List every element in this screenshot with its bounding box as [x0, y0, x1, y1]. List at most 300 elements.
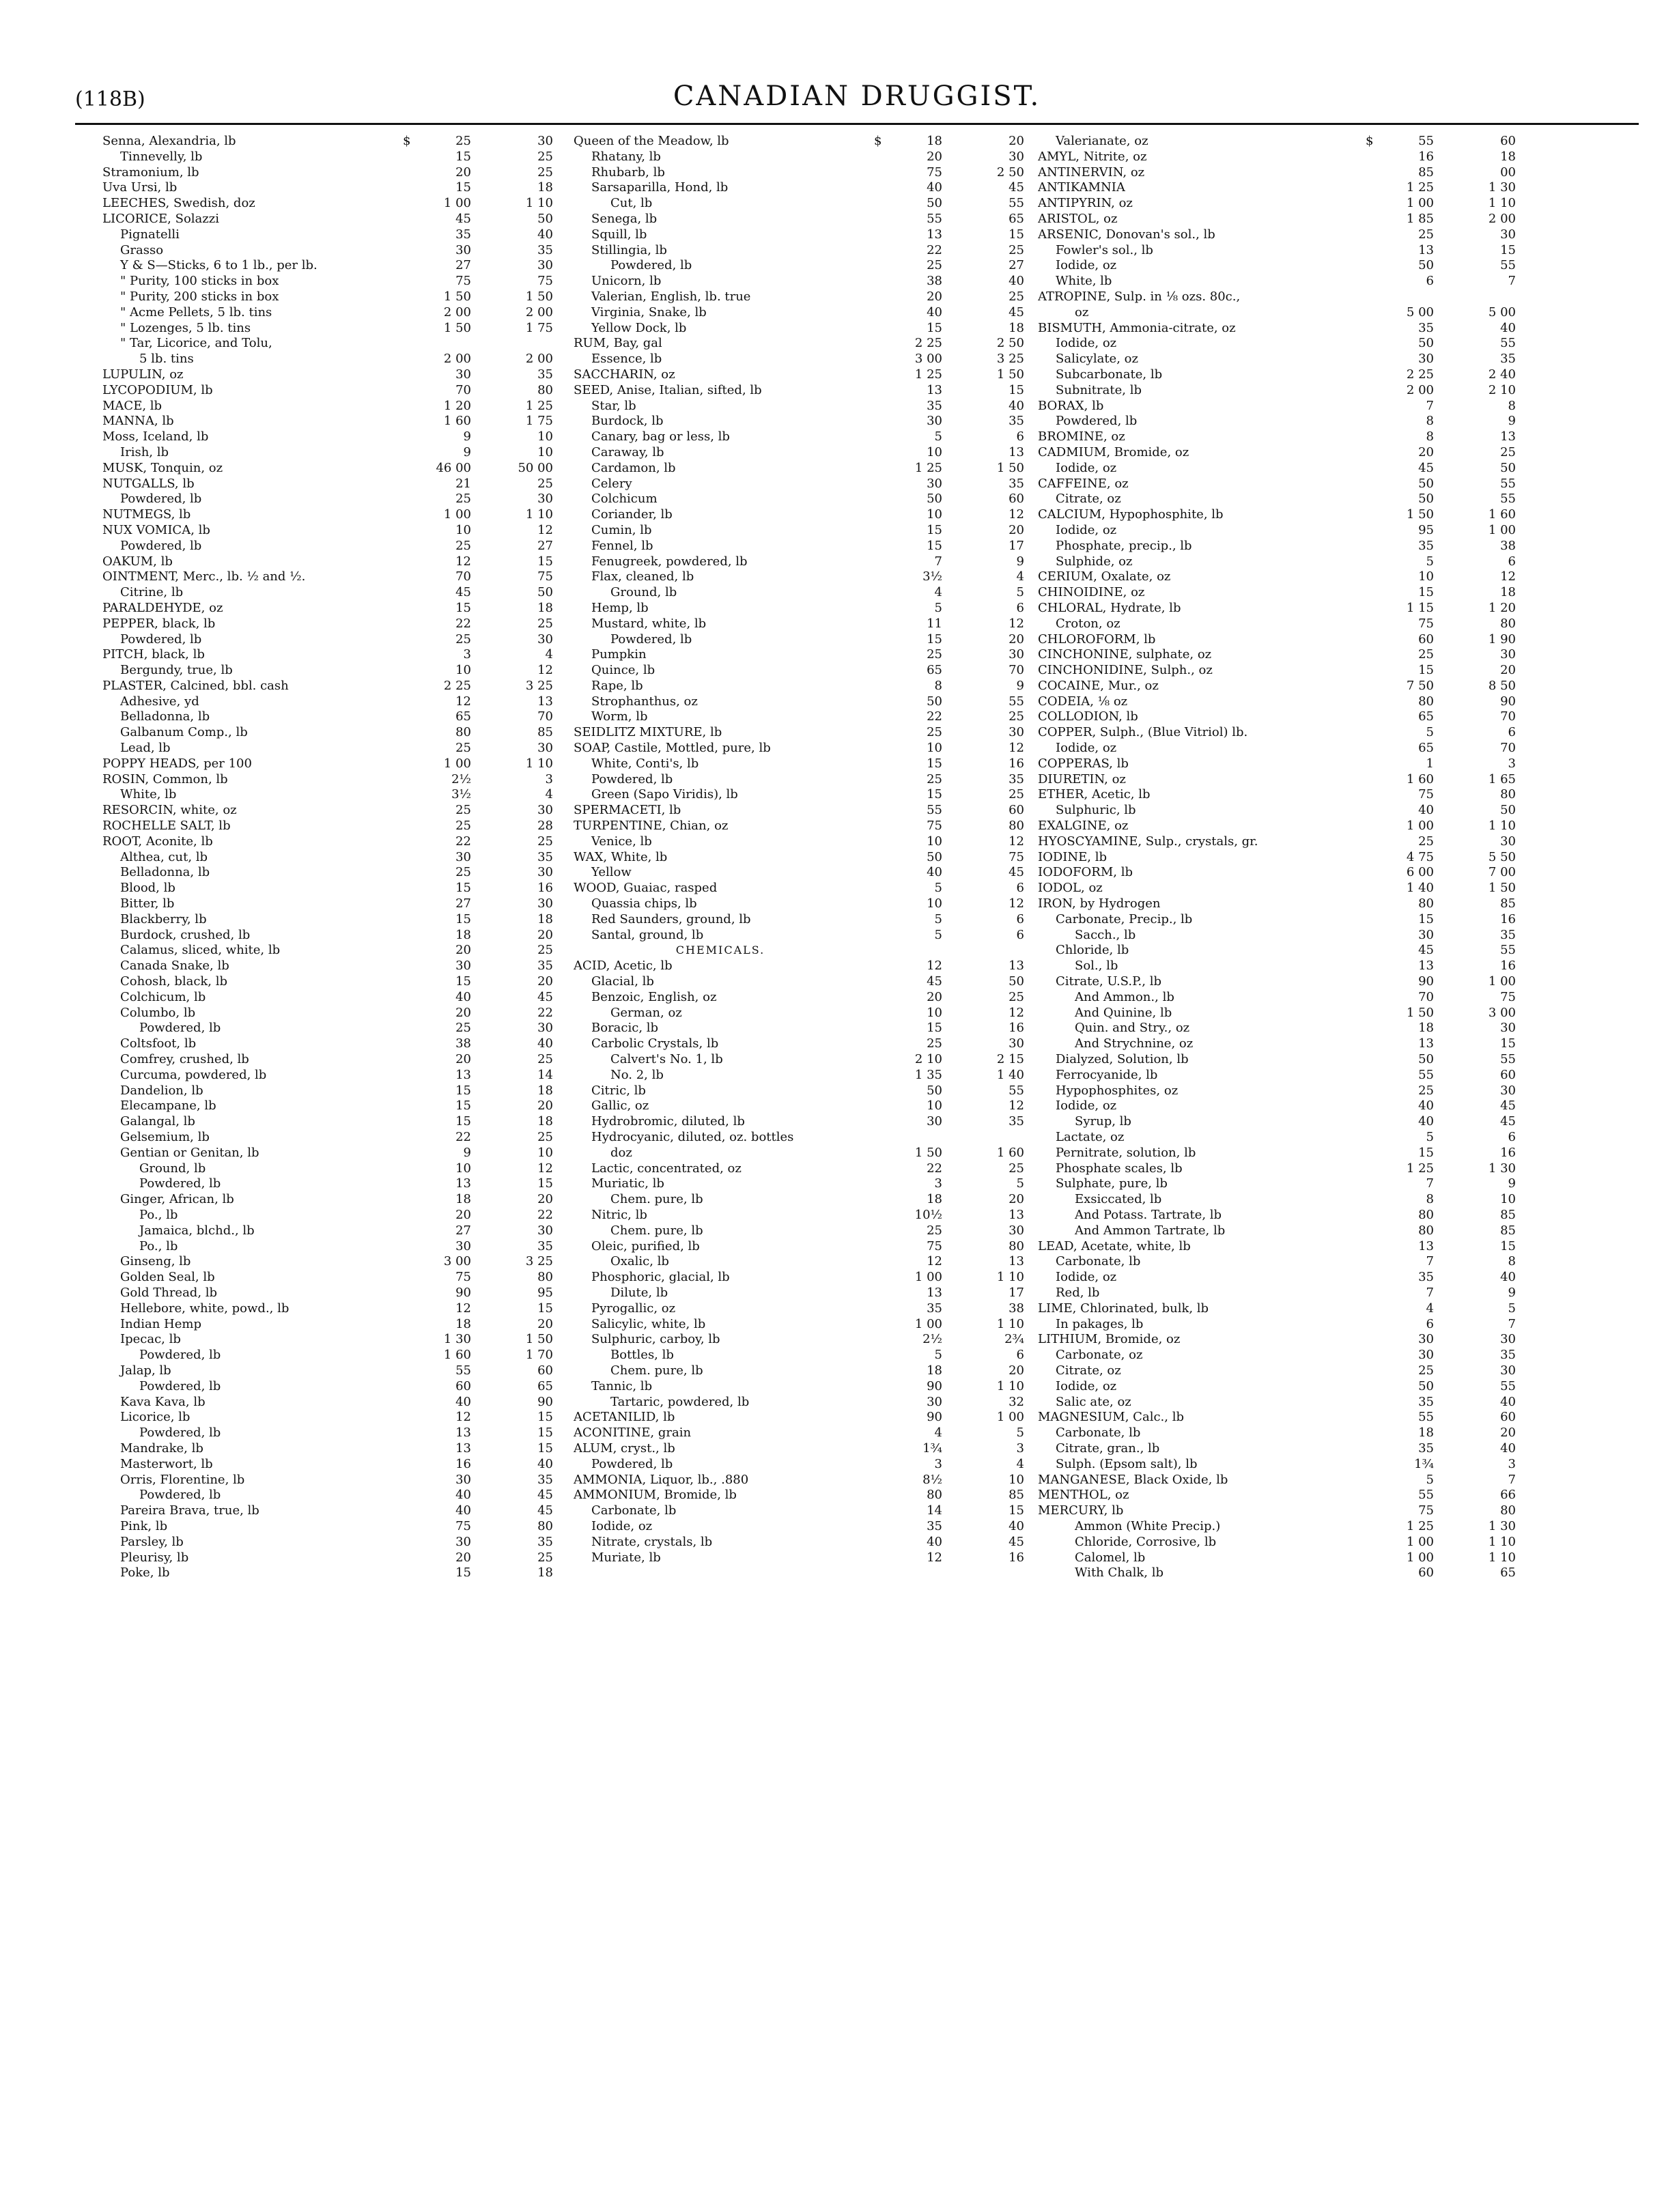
- price-row: [102, 1270, 580, 1286]
- price-column-1: [102, 134, 580, 1581]
- price-high: 2 50: [996, 336, 1024, 351]
- price-row: [102, 523, 580, 539]
- price-row: [574, 1098, 1052, 1114]
- price-low: 80: [1418, 694, 1434, 709]
- price-high: 3 25: [525, 1254, 553, 1269]
- price-row: [102, 850, 580, 866]
- item-name: And Potass. Tartrate, lb: [1075, 1207, 1222, 1222]
- price-low: 30: [455, 1472, 471, 1487]
- item-name: Elecampane, lb: [120, 1098, 216, 1114]
- item-name: MACE, lb: [102, 398, 163, 413]
- item-name: Pumpkin: [591, 647, 647, 662]
- price-row: [102, 741, 580, 756]
- price-high: 20: [1500, 663, 1516, 678]
- price-high: 50: [1500, 803, 1516, 818]
- price-low: 2½: [922, 1332, 942, 1347]
- item-name: Po., lb: [139, 1238, 178, 1253]
- price-row: [574, 507, 1052, 523]
- item-name: Sulph. (Epsom salt), lb: [1056, 1456, 1198, 1471]
- price-row: [1038, 1068, 1543, 1083]
- price-high: 12: [1009, 834, 1024, 849]
- item-name: SACCHARIN, oz: [574, 367, 675, 382]
- price-high: 15: [537, 1426, 553, 1441]
- price-high: 13: [1009, 1207, 1024, 1222]
- price-low: 20: [455, 1550, 471, 1565]
- item-name: LITHIUM, Bromide, oz: [1038, 1332, 1181, 1347]
- item-name: Chem. pure, lb: [610, 1223, 703, 1238]
- price-row: [1038, 1332, 1543, 1348]
- item-name: LEAD, Acetate, white, lb: [1038, 1238, 1191, 1253]
- price-row: [574, 305, 1052, 321]
- price-high: 00: [1500, 165, 1516, 180]
- currency-symbol: $: [403, 134, 411, 148]
- price-row: [574, 850, 1052, 866]
- item-name: Coltsfoot, lb: [120, 1036, 197, 1051]
- price-row: [102, 974, 580, 990]
- price-row: [574, 896, 1052, 912]
- item-name: Blood, lb: [120, 881, 175, 896]
- price-low: 50: [927, 849, 942, 864]
- item-name: Powdered, lb: [139, 1348, 221, 1363]
- item-name: Gelsemium, lb: [120, 1130, 210, 1144]
- price-row: [1038, 539, 1543, 554]
- price-row: [102, 990, 580, 1006]
- price-high: 25: [1009, 709, 1024, 724]
- price-row: [102, 569, 580, 585]
- price-high: 30: [1500, 1083, 1516, 1098]
- item-name: BORAX, lb: [1038, 398, 1104, 413]
- price-row: [1038, 1519, 1543, 1535]
- item-name: ARISTOL, oz: [1038, 211, 1118, 226]
- price-high: 80: [1500, 1503, 1516, 1518]
- price-row: [1038, 1192, 1543, 1208]
- price-row: [574, 539, 1052, 554]
- price-low: 6: [1426, 1316, 1434, 1331]
- price-low: 40: [927, 180, 942, 195]
- price-row: [574, 1441, 1052, 1457]
- item-name: ACID, Acetic, lb: [574, 959, 673, 974]
- item-name: Comfrey, crushed, lb: [120, 1052, 249, 1067]
- item-name: Cut, lb: [610, 196, 653, 211]
- price-low: 15: [455, 1565, 471, 1580]
- price-row: [574, 819, 1052, 834]
- price-low: 16: [455, 1456, 471, 1471]
- price-row: [1038, 258, 1543, 274]
- item-name: White, Conti's, lb: [591, 756, 699, 771]
- price-row: [574, 383, 1052, 399]
- price-high: 35: [537, 959, 553, 974]
- price-row: [1038, 928, 1543, 944]
- price-row: [574, 1006, 1052, 1021]
- item-name: ROCHELLE SALT, lb: [102, 819, 231, 834]
- price-row: [1038, 1036, 1543, 1052]
- price-low: 20: [1418, 444, 1434, 459]
- price-row: [102, 150, 580, 165]
- price-low: 9: [463, 429, 471, 444]
- price-high: 25: [537, 1550, 553, 1565]
- price-high: 10: [537, 1145, 553, 1160]
- price-row: [1038, 1379, 1543, 1395]
- item-name: Belladonna, lb: [120, 865, 210, 880]
- price-row: [574, 1519, 1052, 1535]
- price-low: 30: [455, 959, 471, 974]
- price-row: [102, 352, 580, 367]
- item-name: PEPPER, black, lb: [102, 616, 216, 631]
- price-high: 9: [1508, 1176, 1516, 1191]
- price-low: 40: [927, 1534, 942, 1549]
- price-row: [1038, 1161, 1543, 1177]
- price-row: [574, 974, 1052, 990]
- item-name: Chem. pure, lb: [610, 1192, 703, 1207]
- price-low: 3: [463, 647, 471, 662]
- price-row: [1038, 647, 1543, 663]
- price-row: [574, 258, 1052, 274]
- price-low: 1 20: [443, 398, 471, 413]
- price-high: 15: [537, 1176, 553, 1191]
- price-low: 14: [927, 1503, 942, 1518]
- item-name: Quin. and Stry., oz: [1075, 1021, 1190, 1036]
- item-name: Muriatic, lb: [591, 1176, 664, 1191]
- price-high: 30: [1009, 725, 1024, 740]
- price-row: [574, 1192, 1052, 1208]
- item-name: Oleic, purified, lb: [591, 1238, 700, 1253]
- item-name: AMMONIA, Liquor, lb., .880: [574, 1472, 749, 1487]
- item-name: IRON, by Hydrogen: [1038, 896, 1161, 911]
- price-high: 17: [1009, 1285, 1024, 1300]
- item-name: Y & S—Sticks, 6 to 1 lb., per lb.: [120, 258, 318, 273]
- price-row: [102, 1379, 580, 1395]
- price-low: 1 50: [443, 289, 471, 304]
- price-high: 66: [1500, 1488, 1516, 1503]
- price-high: 13: [537, 694, 553, 709]
- price-low: 40: [927, 304, 942, 320]
- price-low: 9: [463, 1145, 471, 1160]
- item-name: IODOL, oz: [1038, 881, 1103, 896]
- price-row: [102, 554, 580, 570]
- price-row: [574, 725, 1052, 741]
- item-name: Iodide, oz: [1056, 522, 1117, 537]
- price-low: 1 25: [1406, 1161, 1434, 1176]
- price-high: 70: [1500, 741, 1516, 756]
- item-name: Pernitrate, solution, lb: [1056, 1145, 1196, 1160]
- price-high: 30: [1009, 149, 1024, 164]
- price-high: 25: [1009, 989, 1024, 1004]
- price-row: [1038, 819, 1543, 834]
- price-high: 3: [1508, 1456, 1516, 1471]
- price-row: [1038, 274, 1543, 289]
- price-high: 55: [1009, 694, 1024, 709]
- price-high: 38: [1009, 1301, 1024, 1316]
- price-high: 25: [1009, 787, 1024, 802]
- price-high: 1 10: [996, 1316, 1024, 1331]
- price-high: 25: [537, 834, 553, 849]
- item-name: Mustard, white, lb: [591, 616, 707, 631]
- price-row: [574, 196, 1052, 212]
- item-name: Senna, Alexandria, lb: [102, 134, 236, 148]
- price-low: 50: [927, 492, 942, 507]
- price-high: 18: [1009, 320, 1024, 335]
- price-low: 15: [455, 881, 471, 896]
- price-high: 5 00: [1488, 304, 1516, 320]
- price-row: [102, 477, 580, 492]
- item-name: Exsiccated, lb: [1075, 1192, 1162, 1207]
- item-name: MANGANESE, Black Oxide, lb: [1038, 1472, 1228, 1487]
- price-row: [574, 445, 1052, 461]
- price-low: 38: [455, 1036, 471, 1051]
- price-row: [574, 1332, 1052, 1348]
- price-row: [102, 383, 580, 399]
- item-name: Ginger, African, lb: [120, 1192, 234, 1207]
- price-row: [1038, 336, 1543, 352]
- item-name: Hellebore, white, powd., lb: [120, 1301, 290, 1316]
- price-low: 46 00: [436, 460, 471, 475]
- price-row: [1038, 787, 1543, 803]
- item-name: TURPENTINE, Chian, oz: [574, 819, 729, 834]
- price-high: 45: [1009, 304, 1024, 320]
- item-name: MERCURY, lb: [1038, 1503, 1124, 1518]
- price-row: [574, 150, 1052, 165]
- price-row: [574, 1317, 1052, 1333]
- item-name: ALUM, cryst., lb: [574, 1441, 675, 1456]
- price-high: 55: [1009, 196, 1024, 211]
- price-low: 22: [927, 242, 942, 257]
- price-low: 5: [934, 1348, 942, 1363]
- price-high: 75: [537, 274, 553, 289]
- item-name: ACETANILID, lb: [574, 1410, 675, 1425]
- item-name: Powdered, lb: [139, 1021, 221, 1036]
- price-high: 1 50: [1488, 881, 1516, 896]
- price-row: [102, 1348, 580, 1363]
- item-name: ANTINERVIN, oz: [1038, 165, 1145, 180]
- price-high: 30: [537, 896, 553, 911]
- price-high: 4: [545, 647, 553, 662]
- price-high: 65: [537, 1378, 553, 1393]
- price-low: 50: [1418, 492, 1434, 507]
- price-low: 25: [927, 1223, 942, 1238]
- price-high: 40: [1500, 1441, 1516, 1456]
- price-low: 20: [927, 149, 942, 164]
- item-name: " Lozenges, 5 lb. tins: [120, 320, 251, 335]
- price-row: [1038, 289, 1543, 305]
- price-high: 45: [537, 1488, 553, 1503]
- price-row: [574, 1410, 1052, 1426]
- item-name: Pyrogallic, oz: [591, 1301, 676, 1316]
- item-name: PARALDEHYDE, oz: [102, 600, 223, 615]
- price-low: 1 60: [443, 414, 471, 429]
- item-name: Dialyzed, Solution, lb: [1056, 1052, 1189, 1067]
- price-row: [102, 1146, 580, 1161]
- item-name: Citrine, lb: [120, 585, 184, 600]
- item-name: Citrate, oz: [1056, 1363, 1121, 1378]
- price-low: 30: [455, 1238, 471, 1253]
- price-row: [1038, 1473, 1543, 1488]
- price-row: [102, 896, 580, 912]
- item-name: Ipecac, lb: [120, 1332, 181, 1347]
- price-high: 8: [1508, 1254, 1516, 1269]
- price-high: 4: [545, 787, 553, 802]
- price-high: 35: [1009, 476, 1024, 491]
- price-high: 50: [1009, 974, 1024, 989]
- price-low: 15: [455, 600, 471, 615]
- item-name: AMMONIUM, Bromide, lb: [574, 1488, 737, 1503]
- price-low: 15: [455, 911, 471, 926]
- price-high: 55: [1500, 1378, 1516, 1393]
- item-name: Galbanum Comp., lb: [120, 725, 248, 740]
- price-high: 5: [1508, 1301, 1516, 1316]
- item-name: Caraway, lb: [591, 444, 664, 459]
- price-high: 1 10: [1488, 819, 1516, 834]
- item-name: Hemp, lb: [591, 600, 649, 615]
- price-low: 1 00: [914, 1316, 942, 1331]
- price-low: 3½: [451, 787, 471, 802]
- item-name: Citrate, gran., lb: [1056, 1441, 1160, 1456]
- price-low: 15: [927, 756, 942, 771]
- price-high: 85: [1009, 1488, 1024, 1503]
- price-row: [102, 336, 580, 352]
- price-row: [102, 601, 580, 616]
- price-high: 6: [1016, 927, 1024, 942]
- price-low: 1 25: [1406, 1518, 1434, 1533]
- price-low: 1 60: [443, 1348, 471, 1363]
- price-high: 9: [1508, 414, 1516, 429]
- price-row: [1038, 694, 1543, 710]
- item-name: Sulphide, oz: [1056, 554, 1133, 569]
- price-high: 8: [1508, 398, 1516, 413]
- item-name: Indian Hemp: [120, 1316, 201, 1331]
- item-name: Bottles, lb: [610, 1348, 674, 1363]
- price-low: 25: [927, 647, 942, 662]
- price-high: 15: [537, 1410, 553, 1425]
- item-name: 5 lb. tins: [139, 352, 194, 367]
- price-high: 27: [537, 538, 553, 553]
- price-low: 22: [927, 1161, 942, 1176]
- price-high: 15: [537, 554, 553, 569]
- price-high: 70: [1500, 709, 1516, 724]
- item-name: White, lb: [1056, 274, 1112, 289]
- price-high: 3 00: [1488, 1005, 1516, 1020]
- price-low: 8½: [922, 1472, 942, 1487]
- price-low: 35: [1418, 1394, 1434, 1409]
- price-row: [574, 1176, 1052, 1192]
- item-name: WAX, White, lb: [574, 849, 668, 864]
- price-low: 10: [455, 663, 471, 678]
- price-row: [1038, 709, 1543, 725]
- price-low: 15: [927, 632, 942, 647]
- item-name: Columbo, lb: [120, 1005, 196, 1020]
- price-high: 1 10: [1488, 1550, 1516, 1565]
- price-low: 30: [455, 242, 471, 257]
- price-high: 30: [537, 803, 553, 818]
- price-row: [1038, 1286, 1543, 1301]
- price-high: 1 50: [996, 367, 1024, 382]
- price-row: [574, 336, 1052, 352]
- price-high: 4: [1016, 1456, 1024, 1471]
- price-low: 60: [1418, 1565, 1434, 1580]
- price-row: [574, 787, 1052, 803]
- price-row: [102, 819, 580, 834]
- price-high: 38: [1500, 538, 1516, 553]
- price-high: 35: [537, 242, 553, 257]
- price-high: 16: [1009, 1021, 1024, 1036]
- price-row: [102, 492, 580, 507]
- item-name: And Quinine, lb: [1075, 1005, 1172, 1020]
- price-low: 25: [455, 741, 471, 756]
- item-name: Uva Ursi, lb: [102, 180, 178, 195]
- price-high: 1 10: [1488, 196, 1516, 211]
- price-row: [574, 632, 1052, 648]
- price-high: 50: [537, 585, 553, 600]
- price-row: [102, 1161, 580, 1177]
- item-name: Calamus, sliced, white, lb: [120, 943, 281, 958]
- price-row: [1038, 1457, 1543, 1473]
- item-name: Burdock, crushed, lb: [120, 927, 251, 942]
- price-high: 6: [1016, 911, 1024, 926]
- item-name: Masterwort, lb: [120, 1456, 213, 1471]
- price-high: 20: [537, 927, 553, 942]
- price-row: [1038, 321, 1543, 337]
- price-low: 25: [1418, 1363, 1434, 1378]
- item-name: ACONITINE, grain: [574, 1426, 692, 1441]
- price-high: 12: [1009, 1005, 1024, 1020]
- price-high: 1 00: [1488, 974, 1516, 989]
- price-low: 7: [1426, 1176, 1434, 1191]
- price-row: [574, 1068, 1052, 1083]
- price-high: 13: [1009, 444, 1024, 459]
- price-low: 18: [1418, 1426, 1434, 1441]
- price-row: [1038, 150, 1543, 165]
- item-name: Parsley, lb: [120, 1534, 184, 1549]
- price-low: 5: [1426, 554, 1434, 569]
- price-low: 22: [455, 834, 471, 849]
- price-low: 75: [455, 1518, 471, 1533]
- price-low: 25: [927, 725, 942, 740]
- item-name: AMYL, Nitrite, oz: [1038, 149, 1147, 164]
- price-high: 45: [537, 989, 553, 1004]
- currency-symbol: $: [874, 134, 882, 148]
- item-name: " Purity, 200 sticks in box: [120, 289, 279, 304]
- price-low: 8: [1426, 414, 1434, 429]
- price-low: 15: [927, 1021, 942, 1036]
- price-row: [102, 1473, 580, 1488]
- price-row: [574, 585, 1052, 601]
- item-name: Red Saunders, ground, lb: [591, 911, 751, 926]
- price-low: 90: [927, 1410, 942, 1425]
- price-low: 30: [927, 476, 942, 491]
- price-high: 80: [1009, 819, 1024, 834]
- price-high: 30: [537, 632, 553, 647]
- price-low: 50: [927, 196, 942, 211]
- price-row: [574, 1426, 1052, 1441]
- item-name: Powdered, lb: [610, 258, 692, 273]
- price-high: 70: [1009, 663, 1024, 678]
- price-row: [102, 1488, 580, 1503]
- page-header: [75, 81, 1639, 122]
- price-row: [574, 165, 1052, 181]
- price-low: 1 50: [1406, 1005, 1434, 1020]
- price-high: 90: [1500, 694, 1516, 709]
- price-high: 25: [1009, 289, 1024, 304]
- price-low: 55: [455, 1363, 471, 1378]
- price-low: 1 85: [1406, 211, 1434, 226]
- item-name: Unicorn, lb: [591, 274, 662, 289]
- price-row: [1038, 756, 1543, 772]
- price-row: [574, 1503, 1052, 1519]
- price-high: 1 10: [525, 507, 553, 522]
- item-name: Venice, lb: [591, 834, 652, 849]
- price-high: 30: [537, 865, 553, 880]
- price-low: 12: [455, 1301, 471, 1316]
- price-low: 1¾: [1414, 1456, 1434, 1471]
